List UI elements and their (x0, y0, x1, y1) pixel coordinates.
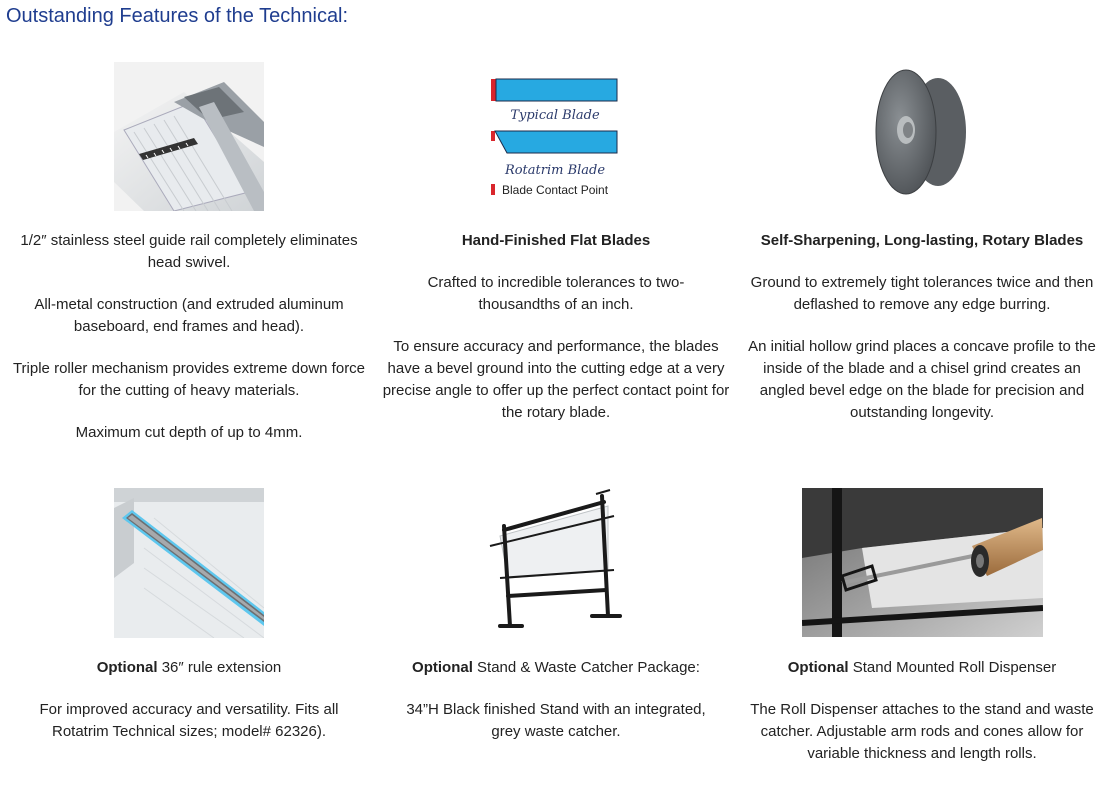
typical-blade-contact (491, 79, 496, 101)
blade-diagram (485, 76, 620, 201)
feature-heading (10, 657, 368, 679)
legend-swatch (491, 184, 495, 195)
feature-heading (744, 657, 1100, 679)
feature-heading-text: Stand & Waste Catcher Package: (472, 659, 700, 676)
legend-label: Blade Contact Point (502, 183, 609, 197)
feature-paragraph: To ensure accuracy and performance, the blades have a bevel ground into the cutting edge at a very precise angle to offer up the perfect contact point for the rotary blade. (382, 338, 730, 421)
feature-guide-rail (10, 230, 368, 464)
feature-heading: Self-Sharpening, Long-lasting, Rotary Blades (760, 232, 1084, 249)
feature-paragraph: All-metal construction (and extruded aluminum baseboard, end frames and head). (34, 296, 344, 335)
rule-extension-image (114, 488, 264, 638)
feature-heading-text: Stand Mounted Roll Dispenser (848, 659, 1057, 676)
feature-roll-dispenser (744, 657, 1100, 785)
feature-rotary-blades (744, 230, 1100, 444)
feature-paragraph: Crafted to incredible tolerances to two-thousandths of an inch. (427, 274, 685, 313)
roll-dispenser-image (802, 488, 1043, 637)
optional-label: Optional (412, 659, 473, 676)
feature-paragraph: 34”H Black finished Stand with an integrated, grey waste catcher. (406, 701, 706, 740)
optional-label: Optional (96, 659, 158, 676)
rotatrim-blade-shape (495, 131, 617, 153)
feature-paragraph: An initial hollow grind places a concave profile to the inside of the blade and a chisel grind creates an angled bevel edge on the blade for precision and outstanding longevity. (748, 338, 1096, 421)
feature-flat-blades (378, 230, 734, 444)
feature-paragraph: 1/2″ stainless steel guide rail completely eliminates head swivel. (20, 232, 358, 271)
feature-heading-text: 36″ rule extension (157, 659, 282, 676)
rotatrim-blade-label: Rotatrim Blade (504, 163, 606, 178)
feature-paragraph: Triple roller mechanism provides extreme down force for the cutting of heavy materials. (12, 360, 366, 399)
typical-blade-label: Typical Blade (510, 108, 600, 123)
page-title: Outstanding Features of the Technical: (6, 5, 349, 27)
feature-rule-extension (10, 657, 368, 763)
rotatrim-blade-contact (491, 131, 495, 141)
feature-paragraph: For improved accuracy and versatility. Fits all Rotatrim Technical sizes; model# 62326). (39, 701, 339, 740)
rotary-blade-image (848, 60, 996, 208)
guide-rail-image (114, 62, 264, 211)
optional-label: Optional (787, 659, 849, 676)
feature-paragraph: The Roll Dispenser attaches to the stand and waste catcher. Adjustable arm rods and cones allow for variable thickness and length rolls. (750, 701, 1094, 762)
feature-heading: Hand-Finished Flat Blades (461, 232, 651, 249)
feature-paragraph: Ground to extremely tight tolerances twice and then deflashed to remove any edge burring. (750, 274, 1094, 313)
feature-heading (378, 657, 734, 679)
feature-stand-waste-catcher (378, 657, 734, 763)
stand-waste-catcher-image (480, 486, 628, 636)
typical-blade-shape (496, 79, 617, 101)
feature-paragraph: Maximum cut depth of up to 4mm. (75, 424, 303, 441)
